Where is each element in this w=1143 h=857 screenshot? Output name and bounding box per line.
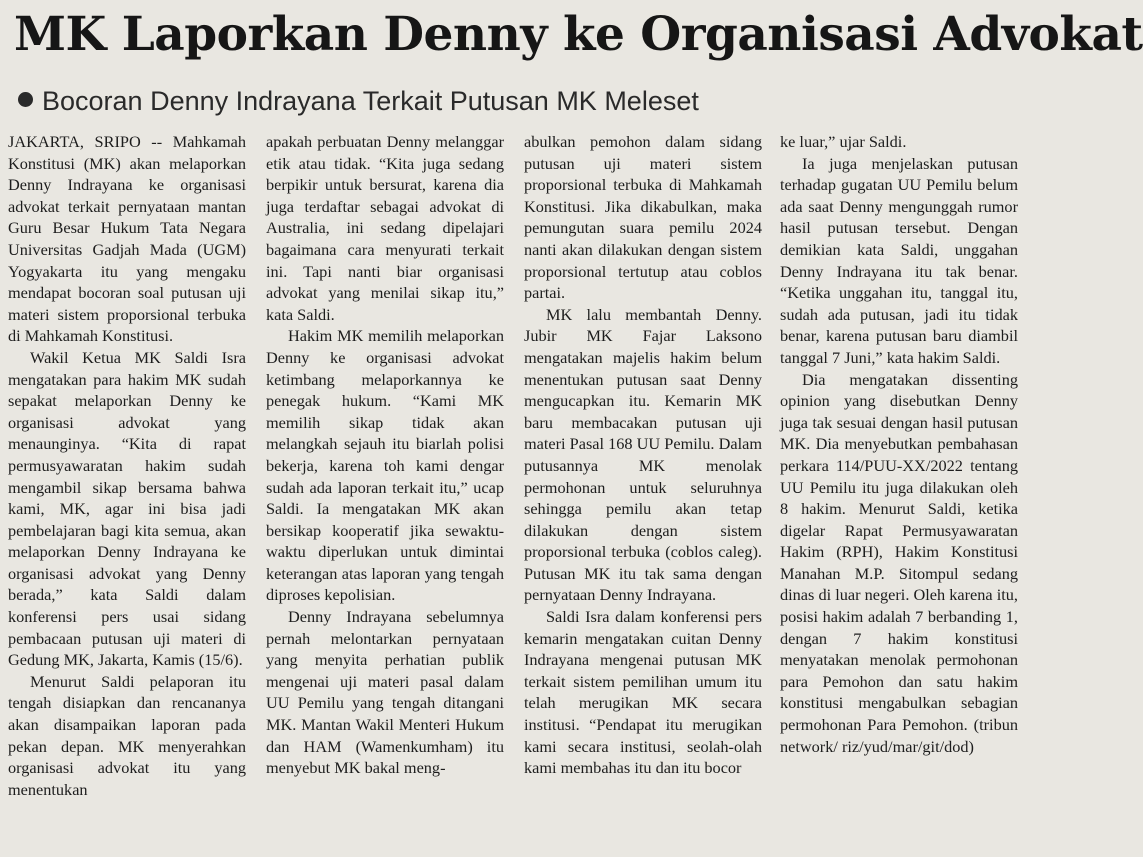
article-subheadline: Bocoran Denny Indrayana Terkait Putusan MK Meleset bbox=[42, 86, 699, 116]
article-column-3 bbox=[524, 131, 762, 851]
article-subheadline-row bbox=[18, 84, 699, 118]
paragraph: Menurut Saldi pelaporan itu tengah disiapkan dan rencananya akan disampaikan laporan pada pekan depan. MK menyerahkan organisasi advokat itu yang menentukan bbox=[8, 671, 246, 799]
bullet-icon bbox=[18, 92, 33, 107]
article-body bbox=[8, 131, 1018, 851]
paragraph: abulkan pemohon dalam sidang putusan uji materi sistem proporsional terbuka di Mahkamah Konstitusi. Jika dikabulkan, maka pemungutan suara pemilu 2024 nanti akan dilakukan dengan sistem proporsional tertutup atau coblos partai. bbox=[524, 132, 762, 303]
article-column-1 bbox=[8, 131, 246, 851]
article-headline: MK Laporkan Denny ke Organisasi Advokat bbox=[14, 7, 1143, 62]
paragraph: ke luar,” ujar Saldi. bbox=[780, 132, 907, 151]
paragraph: JAKARTA, SRIPO -- Mahkamah Konstitusi (MK) akan melaporkan Denny Indrayana ke organisasi advokat terkait pernyataan mantan Guru Besar Hukum Tata Negara Universitas Gadjah Mada (UGM) Yogyakarta itu yang mengaku mendapat bocoran soal putusan uji materi sistem proporsional terbuka di Mahkamah Konstitusi. bbox=[8, 132, 246, 346]
article-column-4 bbox=[780, 131, 1018, 851]
paragraph: Dia mengatakan dissenting opinion yang disebutkan Denny juga tak sesuai dengan hasil putusan MK. Dia menyebutkan pembahasan perkara 114/PUU-XX/2022 tentang UU Pemilu itu juga dilakukan oleh 8 hakim. Menurut Saldi, ketika digelar Rapat Permusyawaratan Hakim (RPH), Hakim Konstitusi Manahan M.P. Sitompul sedang dinas di luar negeri. Oleh karena itu, posisi hakim adalah 7 berbanding 1, dengan 7 hakim konstitusi menyatakan menolak permohonan para Pemohon dan satu hakim konstitusi mengabulkan sebagian permohonan Para Pemohon. (tribun network/ riz/yud/mar/git/dod) bbox=[780, 369, 1018, 756]
paragraph: Ia juga menjelaskan putusan terhadap gugatan UU Pemilu belum ada saat Denny mengunggah rumor hasil putusan tersebut. Dengan demikian kata Saldi, unggahan Denny Indrayana itu tak benar. “Ketika unggahan itu, tanggal itu, sudah ada putusan, jadi itu tidak benar, karena putusan baru diambil tanggal 7 Juni,” kata hakim Saldi. bbox=[780, 153, 1018, 367]
paragraph: apakah perbuatan Denny melanggar etik atau tidak. “Kita juga sedang berpikir untuk bersurat, karena dia juga terdaftar sebagai advokat di Australia, ini sedang dipelajari bagaimana cara menyurati terkait ini. Tapi nanti biar organisasi advokat yang menilai sikap itu,” kata Saldi. bbox=[266, 132, 504, 324]
article-column-2 bbox=[266, 131, 504, 851]
paragraph: Saldi Isra dalam konferensi pers kemarin mengatakan cuitan Denny Indrayana mengenai putusan MK terkait sistem pemilihan umum itu telah merugikan MK secara institusi. “Pendapat itu merugikan kami secara institusi, seolah-olah kami membahas itu dan itu bocor bbox=[524, 607, 762, 778]
paragraph: Denny Indrayana sebelumnya pernah melontarkan pernyataan yang menyita perhatian publik mengenai uji materi pasal dalam UU Pemilu yang tengah ditangani MK. Mantan Wakil Menteri Hukum dan HAM (Wamenkumham) itu menyebut MK bakal meng- bbox=[266, 607, 504, 778]
paragraph: Wakil Ketua MK Saldi Isra mengatakan para hakim MK sudah sepakat melaporkan Denny ke organisasi advokat yang menaunginya. “Kita di rapat permusyawaratan hakim sudah mengambil sikap bersama bahwa kami, MK, agar ini bisa jadi pembelajaran bagi kita semua, akan melaporkan Denny Indrayana ke organisasi advokat yang Denny berada,” kata Saldi dalam konferensi pers usai sidang pembacaan putusan uji materi di Gedung MK, Jakarta, Kamis (15/6). bbox=[8, 347, 246, 670]
paragraph: MK lalu membantah Denny. Jubir MK Fajar Laksono mengatakan majelis hakim belum menentukan putusan saat Denny mengucapkan itu. Kemarin MK baru membacakan putusan uji materi Pasal 168 UU Pemilu. Dalam putusannya MK menolak permohonan untuk seluruhnya sehingga pemilu akan tetap dilakukan dengan sistem proporsional terbuka (coblos caleg). Putusan MK itu tak sama dengan pernyataan Denny Indrayana. bbox=[524, 304, 762, 605]
paragraph: Hakim MK memilih melaporkan Denny ke organisasi advokat ketimbang melaporkannya ke penegak hukum. “Kami MK memilih sikap tidak akan melangkah sejauh itu biarlah polisi bekerja, karena toh kami dengar sudah ada laporan terkait itu,” ucap Saldi. Ia mengatakan MK akan bersikap kooperatif jika sewaktu-waktu diperlukan untuk dimintai keterangan atas laporan yang tengah diproses kepolisian. bbox=[266, 326, 504, 605]
